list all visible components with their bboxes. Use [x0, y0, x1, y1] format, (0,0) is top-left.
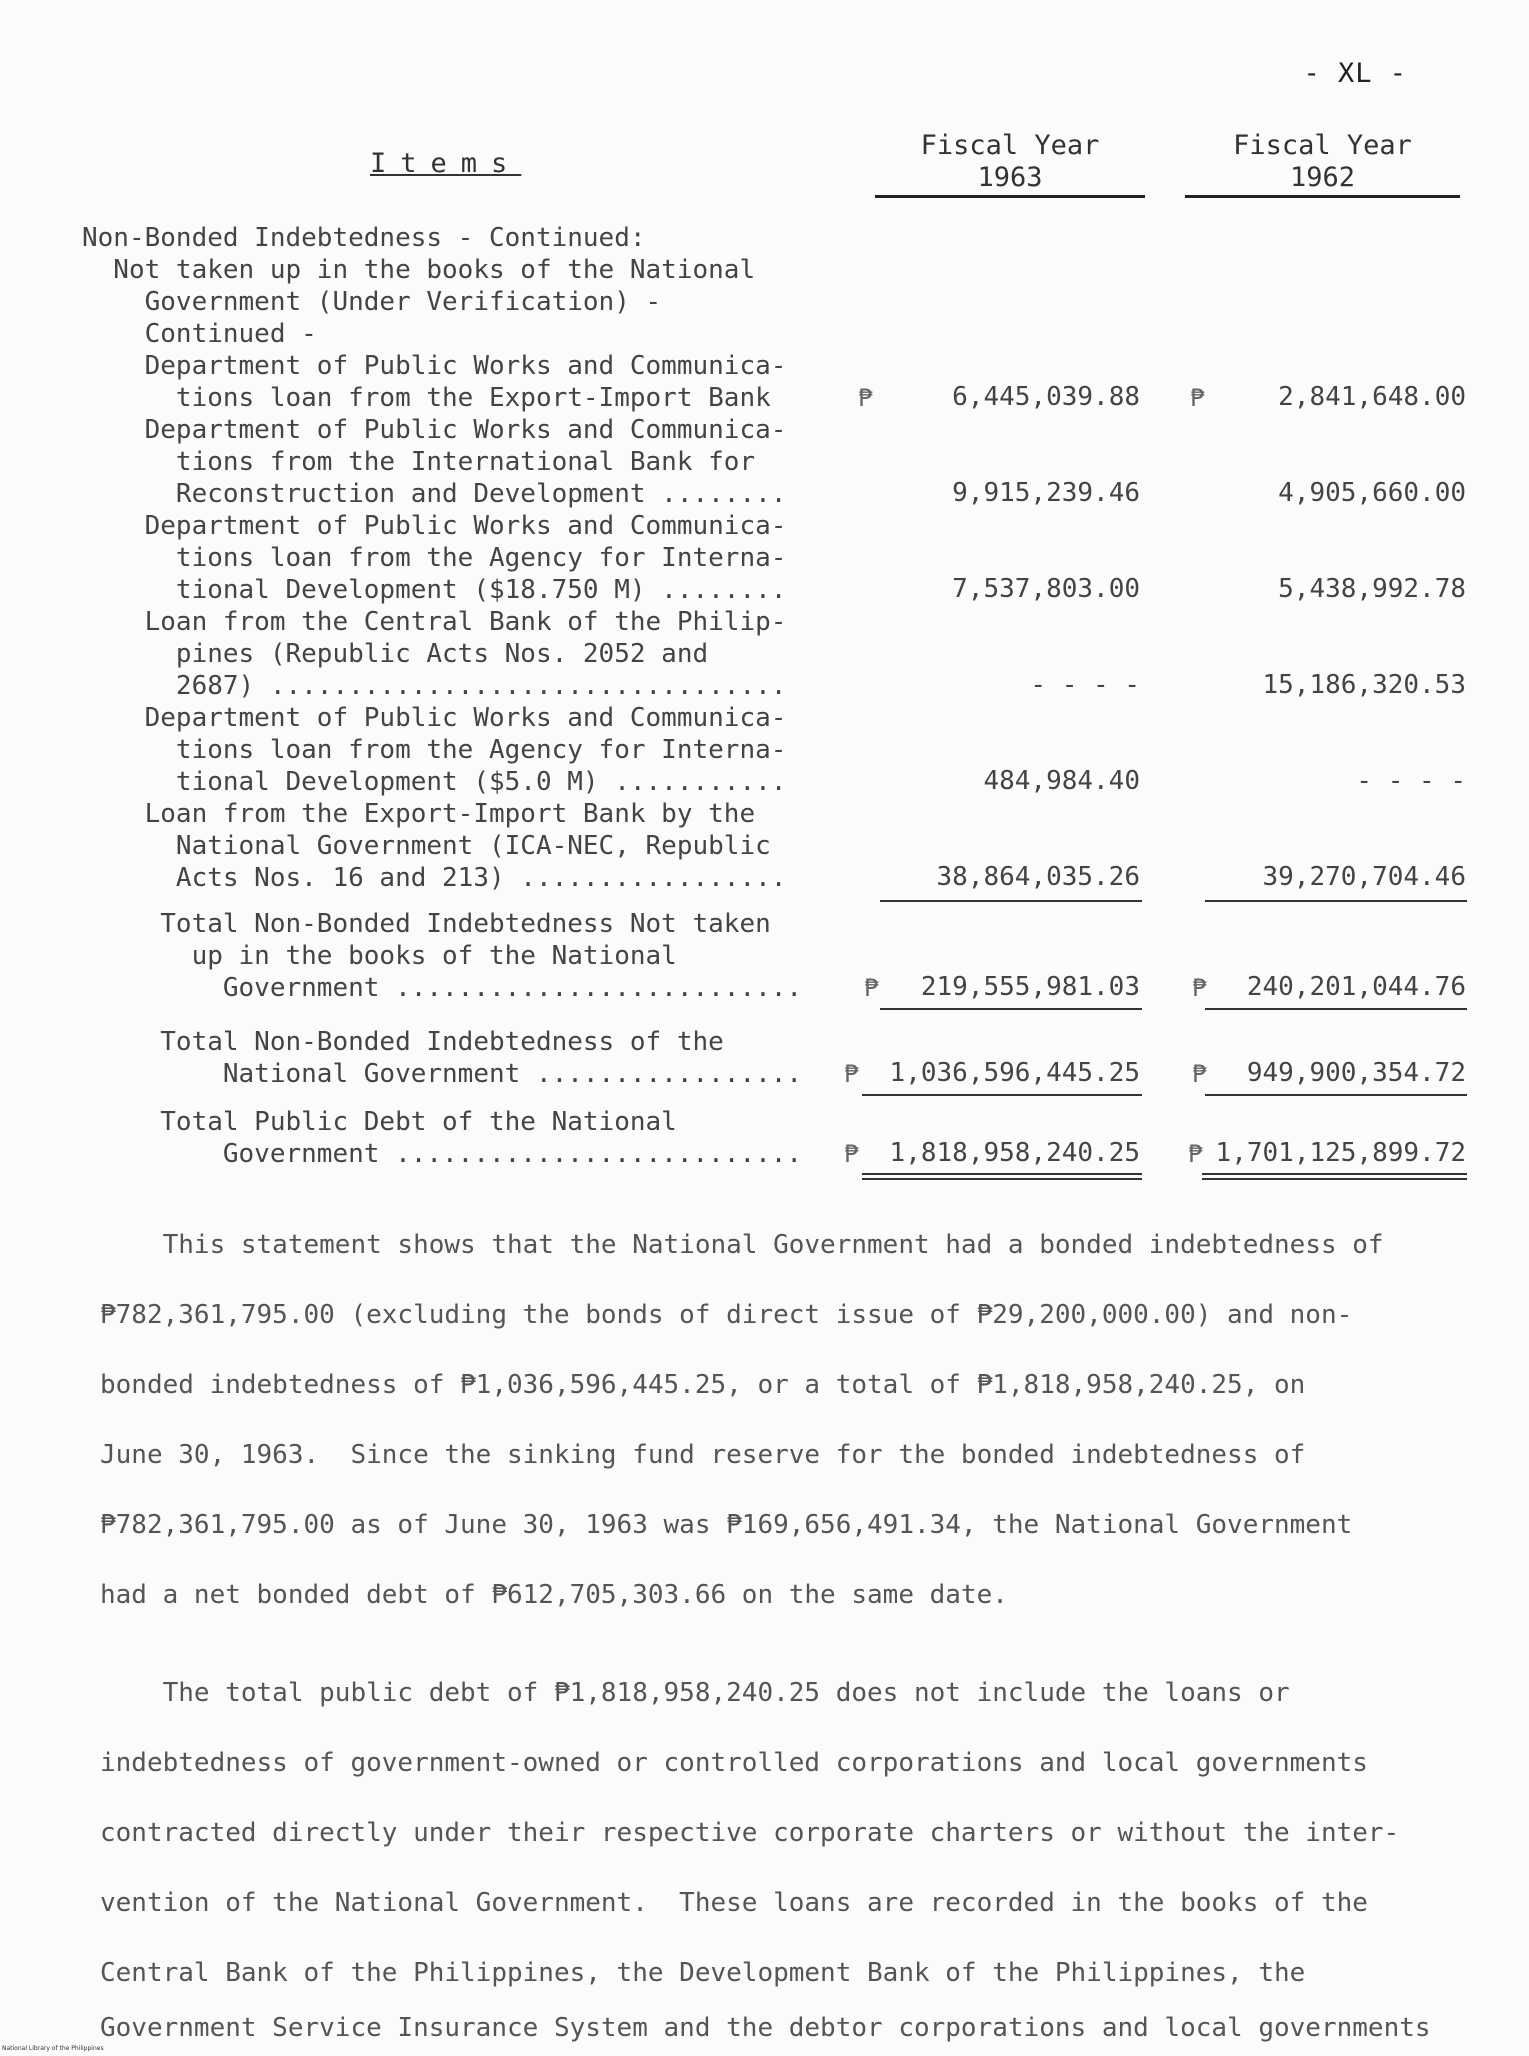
paragraph-line: ₱782,361,795.00 as of June 30, 1963 was ₱169,656,491.34, the National Government [100, 1510, 1353, 1540]
paragraph-line: vention of the National Government. These loans are recorded in the books of the [100, 1888, 1368, 1918]
amount-aid18-1963: 7,537,803.00 [952, 574, 1140, 604]
paragraph-line: contracted directly under their respective corporate charters or without the inter- [100, 1818, 1400, 1848]
amount-exim-ng-1962: 39,270,704.46 [1262, 862, 1466, 892]
item-line: Total Non-Bonded Indebtedness of the [82, 1027, 724, 1057]
peso-sign: ₱ [858, 384, 873, 412]
grand-total-underline-1962-b [1202, 1178, 1467, 1180]
item-line: National Government ................. [82, 1059, 803, 1089]
header-fiscal-1963-year: 1963 [977, 162, 1043, 193]
peso-sign: ₱ [1188, 1140, 1203, 1168]
item-line: up in the books of the National [82, 941, 677, 971]
paragraph-line: ₱782,361,795.00 (excluding the bonds of direct issue of ₱29,200,000.00) and non- [100, 1300, 1353, 1330]
peso-sign: ₱ [844, 1140, 859, 1168]
library-footer: National Library of the Philippines [2, 2045, 104, 2052]
amount-total-nb-1963: 1,036,596,445.25 [889, 1058, 1140, 1088]
item-line: Government (Under Verification) - [82, 287, 662, 317]
item-line: Total Public Debt of the National [82, 1107, 677, 1137]
item-line: tional Development ($5.0 M) ........... [82, 767, 787, 797]
item-line: Continued - [82, 319, 317, 349]
header-items: Items [370, 148, 522, 179]
paragraph-line: June 30, 1963. Since the sinking fund reserve for the bonded indebtedness of [100, 1440, 1306, 1470]
paragraph-line: bonded indebtedness of ₱1,036,596,445.25, or a total of ₱1,818,958,240.25, on [100, 1370, 1306, 1400]
header-fiscal-1962-year: 1962 [1289, 162, 1356, 193]
item-line: Not taken up in the books of the National [82, 255, 756, 285]
item-line: tions from the International Bank for [82, 447, 756, 477]
header-fiscal-1962-label: Fiscal Year [1233, 130, 1412, 161]
item-line: Loan from the Export-Import Bank by the [82, 799, 756, 829]
amount-total-nb-not-taken-1963: 219,555,981.03 [920, 972, 1140, 1002]
amount-exim-ng-1963: 38,864,035.26 [936, 862, 1140, 892]
item-line: tions loan from the Export-Import Bank [82, 383, 771, 413]
peso-sign: ₱ [1190, 384, 1205, 412]
header-fiscal-1963 [875, 130, 1145, 194]
amount-ibrd-1963: 9,915,239.46 [952, 478, 1140, 508]
total-nb-underline-1963 [862, 1094, 1142, 1096]
item-line: Department of Public Works and Communica- [82, 351, 787, 381]
paragraph-line: Central Bank of the Philippines, the Development Bank of the Philippines, the [100, 1958, 1306, 1988]
paragraph-line: This statement shows that the National Government had a bonded indebtedness of [100, 1230, 1384, 1260]
item-line: Total Non-Bonded Indebtedness Not taken [82, 909, 771, 939]
paragraph-line: had a net bonded debt of ₱612,705,303.66 on the same date. [100, 1580, 1008, 1610]
amount-exim-1962: 2,841,648.00 [1278, 382, 1466, 412]
item-line: tions loan from the Agency for Interna- [82, 735, 787, 765]
item-line: Department of Public Works and Communica- [82, 511, 787, 541]
paragraph-line: indebtedness of government-owned or controlled corporations and local governments [100, 1748, 1368, 1778]
paragraph-line: The total public debt of ₱1,818,958,240.25 does not include the loans or [100, 1678, 1290, 1708]
item-line: Department of Public Works and Communica- [82, 415, 787, 445]
item-line: National Government (ICA-NEC, Republic [82, 831, 771, 861]
header-fiscal-1962 [1185, 130, 1460, 194]
item-line: 2687) ................................. [82, 671, 787, 701]
amount-aid5-1963: 484,984.40 [983, 766, 1140, 796]
amount-ibrd-1962: 4,905,660.00 [1278, 478, 1466, 508]
header-fiscal-1963-label: Fiscal Year [920, 130, 1100, 161]
total-underline-1962 [1205, 1008, 1467, 1010]
paragraph-line: Government Service Insurance System and the debtor corporations and local governments [100, 2013, 1431, 2043]
item-line: Department of Public Works and Communica- [82, 703, 787, 733]
item-line: Acts Nos. 16 and 213) ................. [82, 863, 787, 893]
item-line: Loan from the Central Bank of the Philip- [82, 607, 787, 637]
grand-total-underline-1962-a [1202, 1173, 1467, 1175]
grand-total-underline-1963-b [862, 1178, 1142, 1180]
peso-sign: ₱ [844, 1060, 859, 1088]
total-nb-underline-1962 [1205, 1094, 1467, 1096]
header-underline-1963 [875, 195, 1145, 198]
amount-aid18-1962: 5,438,992.78 [1278, 574, 1466, 604]
amount-total-public-1963: 1,818,958,240.25 [889, 1138, 1140, 1168]
amount-exim-1963: 6,445,039.88 [952, 382, 1140, 412]
item-line: pines (Republic Acts Nos. 2052 and [82, 639, 709, 669]
amount-total-public-1962: 1,701,125,899.72 [1215, 1138, 1466, 1168]
item-line: Reconstruction and Development ........ [82, 479, 787, 509]
total-underline-1963 [880, 1008, 1142, 1010]
page-number: - XL - [1303, 58, 1407, 89]
item-line: tions loan from the Agency for Interna- [82, 543, 787, 573]
amount-cb-1963: - - - - [1030, 670, 1140, 700]
amount-total-nb-1962: 949,900,354.72 [1246, 1058, 1466, 1088]
subtotal-underline-1963 [880, 900, 1142, 902]
peso-sign: ₱ [864, 974, 879, 1002]
amount-total-nb-not-taken-1962: 240,201,044.76 [1246, 972, 1466, 1002]
grand-total-underline-1963-a [862, 1173, 1142, 1175]
header-underline-1962 [1185, 195, 1460, 198]
peso-sign: ₱ [1192, 974, 1207, 1002]
peso-sign: ₱ [1192, 1060, 1207, 1088]
item-line: Government .......................... [82, 1139, 803, 1169]
amount-cb-1962: 15,186,320.53 [1262, 670, 1466, 700]
item-line: tional Development ($18.750 M) ........ [82, 575, 787, 605]
item-line: Non-Bonded Indebtedness - Continued: [82, 223, 646, 253]
subtotal-underline-1962 [1205, 900, 1467, 902]
amount-aid5-1962: - - - - [1356, 766, 1466, 796]
item-line: Government .......................... [82, 973, 803, 1003]
